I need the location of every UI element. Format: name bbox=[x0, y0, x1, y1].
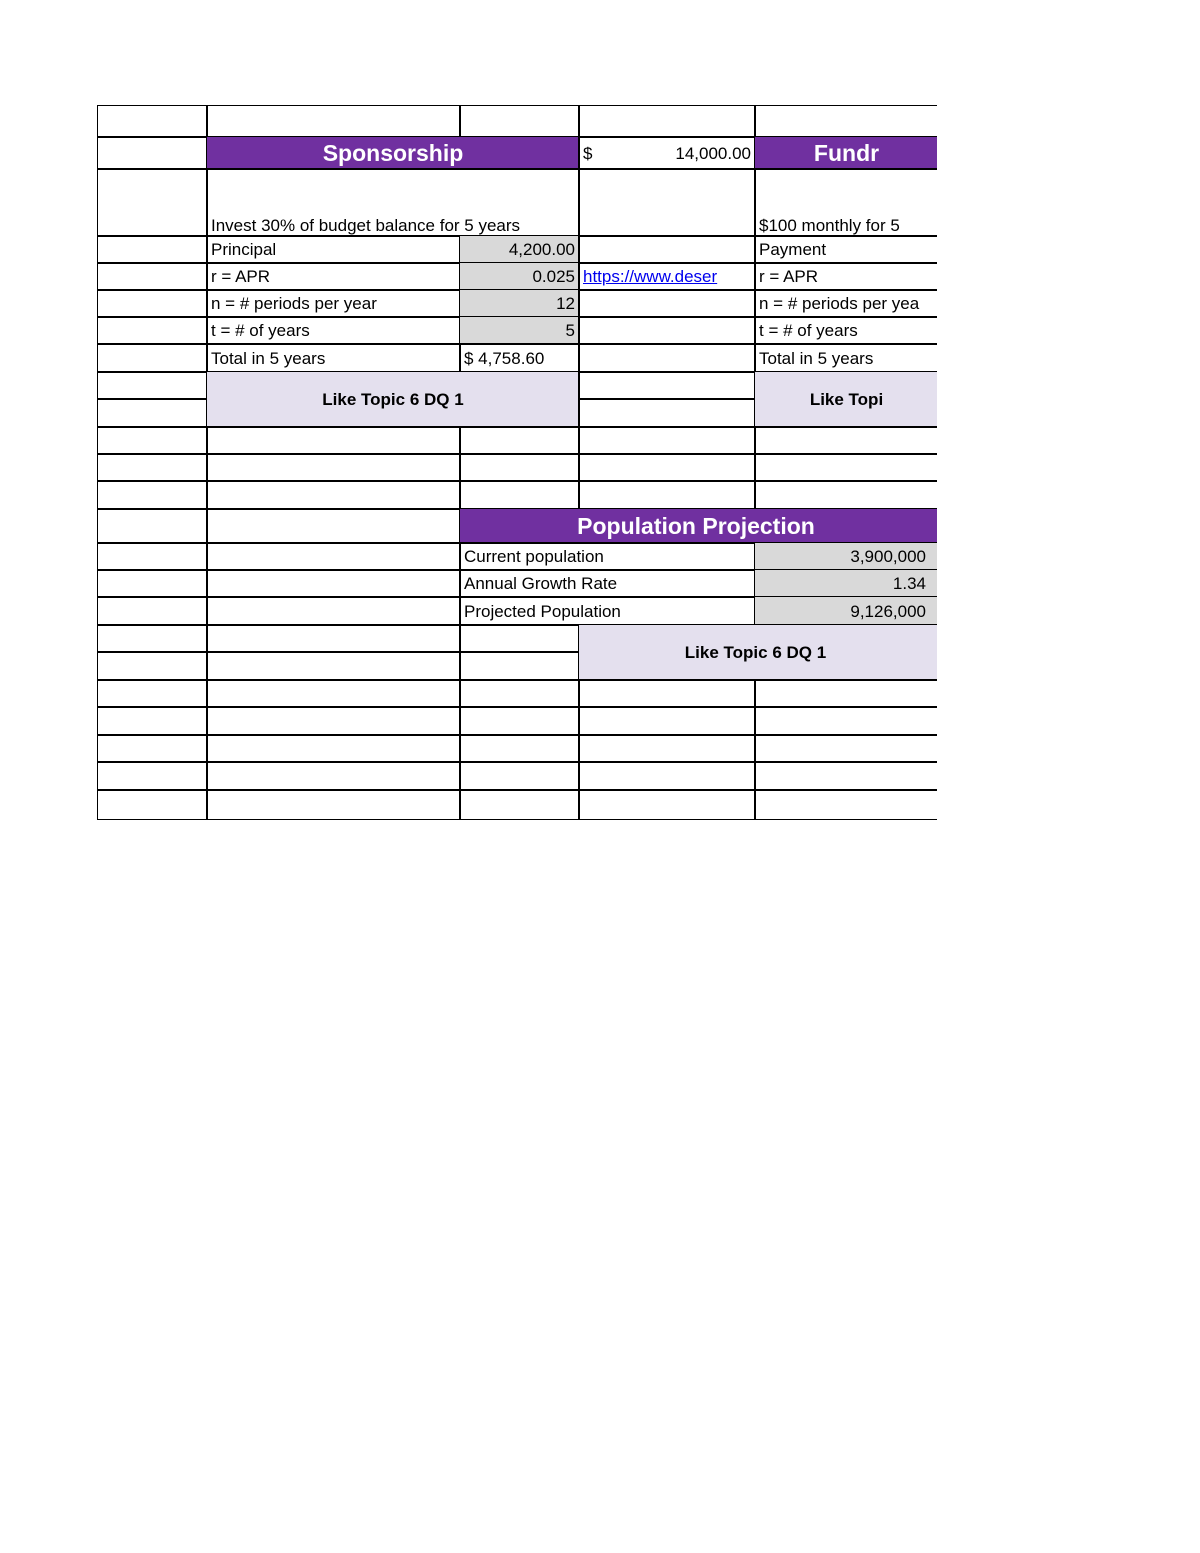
cell-empty[interactable] bbox=[578, 679, 756, 708]
cell-empty[interactable] bbox=[97, 734, 208, 763]
cell-empty[interactable] bbox=[754, 734, 937, 763]
budget-cell[interactable] bbox=[578, 136, 756, 170]
cell-empty[interactable] bbox=[206, 480, 461, 510]
cell-empty[interactable] bbox=[206, 761, 461, 791]
cell-empty[interactable] bbox=[754, 706, 937, 736]
cell-empty[interactable] bbox=[206, 789, 461, 820]
budget-value: 14,000.00 bbox=[675, 143, 751, 163]
cell-empty[interactable] bbox=[97, 624, 208, 653]
cell-empty[interactable] bbox=[206, 453, 461, 482]
fundraising-row-label[interactable]: Payment bbox=[754, 235, 937, 264]
cell-empty[interactable] bbox=[459, 789, 580, 820]
cell-empty[interactable] bbox=[754, 480, 937, 510]
cell-empty[interactable] bbox=[97, 453, 208, 482]
cell-empty[interactable] bbox=[754, 679, 937, 708]
sponsorship-row-value[interactable]: 4,200.00 bbox=[459, 235, 580, 264]
sponsorship-note[interactable]: Like Topic 6 DQ 1 bbox=[206, 371, 580, 428]
sponsorship-row-label[interactable]: t = # of years bbox=[206, 316, 461, 345]
cell-empty[interactable] bbox=[97, 289, 208, 318]
cell-empty[interactable] bbox=[459, 679, 580, 708]
population-row-label[interactable]: Annual Growth Rate bbox=[459, 569, 756, 598]
sponsorship-row-value[interactable]: 0.025 bbox=[459, 262, 580, 291]
reference-link[interactable]: https://www.deser bbox=[578, 262, 756, 291]
cell-empty[interactable] bbox=[578, 289, 756, 318]
cell-empty[interactable] bbox=[97, 343, 208, 373]
cell-empty[interactable] bbox=[459, 624, 580, 653]
cell-empty[interactable] bbox=[578, 453, 756, 482]
cell-empty[interactable] bbox=[754, 789, 937, 820]
cell-empty[interactable] bbox=[206, 508, 461, 544]
sponsorship-row-value[interactable]: 5 bbox=[459, 316, 580, 345]
sponsorship-row-value[interactable]: 12 bbox=[459, 289, 580, 318]
fundraising-row-label[interactable]: t = # of years bbox=[754, 316, 937, 345]
population-row-label[interactable]: Projected Population bbox=[459, 596, 756, 626]
fundraising-row-label[interactable]: r = APR bbox=[754, 262, 937, 291]
cell-empty[interactable] bbox=[97, 651, 208, 681]
fundraising-description[interactable]: $100 monthly for 5 bbox=[754, 168, 937, 237]
cell-empty[interactable] bbox=[206, 426, 461, 455]
cell-empty[interactable] bbox=[206, 542, 461, 571]
sponsorship-row-label[interactable]: n = # periods per year bbox=[206, 289, 461, 318]
cell-empty[interactable] bbox=[578, 789, 756, 820]
sponsorship-row-label[interactable]: Principal bbox=[206, 235, 461, 264]
cell-empty[interactable] bbox=[578, 398, 756, 428]
population-row-value[interactable]: 9,126,000 bbox=[754, 596, 937, 626]
cell-empty[interactable] bbox=[97, 542, 208, 571]
sponsorship-description[interactable]: Invest 30% of budget balance for 5 years bbox=[206, 168, 580, 237]
cell-empty[interactable] bbox=[97, 136, 208, 170]
cell-empty[interactable] bbox=[459, 706, 580, 736]
population-row-label[interactable]: Current population bbox=[459, 542, 756, 571]
cell-empty[interactable] bbox=[459, 426, 580, 455]
budget-currency-symbol: $ bbox=[583, 143, 593, 163]
cell-empty[interactable] bbox=[97, 398, 208, 428]
cell-empty[interactable] bbox=[97, 316, 208, 345]
cell-empty[interactable] bbox=[97, 596, 208, 626]
cell-empty[interactable] bbox=[578, 706, 756, 736]
population-row-value[interactable]: 1.34 bbox=[754, 569, 937, 598]
cell-empty[interactable] bbox=[97, 262, 208, 291]
cell-empty[interactable] bbox=[578, 168, 756, 237]
cell-empty[interactable] bbox=[97, 426, 208, 455]
cell-empty[interactable] bbox=[459, 651, 580, 681]
cell-empty[interactable] bbox=[578, 480, 756, 510]
sponsorship-total-value[interactable]: $ 4,758.60 bbox=[459, 343, 580, 373]
cell-empty[interactable] bbox=[206, 624, 461, 653]
population-note[interactable]: Like Topic 6 DQ 1 bbox=[578, 624, 937, 681]
cell-empty[interactable] bbox=[459, 480, 580, 510]
cell-empty[interactable] bbox=[206, 734, 461, 763]
population-row-value[interactable]: 3,900,000 bbox=[754, 542, 937, 571]
cell-empty[interactable] bbox=[97, 480, 208, 510]
cell-empty[interactable] bbox=[754, 453, 937, 482]
cell-empty[interactable] bbox=[754, 761, 937, 791]
cell-empty[interactable] bbox=[206, 706, 461, 736]
cell-empty[interactable] bbox=[97, 679, 208, 708]
cell-empty[interactable] bbox=[97, 508, 208, 544]
fundraising-title[interactable]: Fundr bbox=[754, 136, 937, 170]
cell-empty[interactable] bbox=[97, 105, 208, 138]
spreadsheet bbox=[97, 105, 937, 820]
cell-empty[interactable] bbox=[206, 651, 461, 681]
cell-empty[interactable] bbox=[578, 105, 756, 138]
cell-empty[interactable] bbox=[206, 679, 461, 708]
cell-empty[interactable] bbox=[206, 596, 461, 626]
cell-empty[interactable] bbox=[97, 235, 208, 264]
cell-empty[interactable] bbox=[97, 789, 208, 820]
cell-empty[interactable] bbox=[97, 706, 208, 736]
cell-empty[interactable] bbox=[459, 734, 580, 763]
cell-empty[interactable] bbox=[97, 569, 208, 598]
fundraising-row-label[interactable]: Total in 5 years bbox=[754, 343, 937, 373]
cell-empty[interactable] bbox=[459, 453, 580, 482]
sponsorship-row-label[interactable]: Total in 5 years bbox=[206, 343, 461, 373]
population-title[interactable]: Population Projection bbox=[459, 508, 937, 544]
sponsorship-title[interactable]: Sponsorship bbox=[206, 136, 580, 170]
cell-empty[interactable] bbox=[97, 168, 208, 237]
cell-empty[interactable] bbox=[206, 569, 461, 598]
cell-empty[interactable] bbox=[754, 426, 937, 455]
cell-empty[interactable] bbox=[97, 761, 208, 791]
fundraising-row-label[interactable]: n = # periods per yea bbox=[754, 289, 937, 318]
cell-empty[interactable] bbox=[206, 105, 461, 138]
cell-empty[interactable] bbox=[578, 371, 756, 400]
cell-empty[interactable] bbox=[578, 761, 756, 791]
cell-empty[interactable] bbox=[754, 105, 937, 138]
cell-empty[interactable] bbox=[578, 235, 756, 264]
cell-empty[interactable] bbox=[578, 316, 756, 345]
cell-empty[interactable] bbox=[578, 343, 756, 373]
fundraising-note[interactable]: Like Topi bbox=[754, 371, 937, 428]
cell-empty[interactable] bbox=[459, 761, 580, 791]
cell-empty[interactable] bbox=[459, 105, 580, 138]
cell-empty[interactable] bbox=[97, 371, 208, 400]
sponsorship-row-label[interactable]: r = APR bbox=[206, 262, 461, 291]
cell-empty[interactable] bbox=[578, 734, 756, 763]
cell-empty[interactable] bbox=[578, 426, 756, 455]
